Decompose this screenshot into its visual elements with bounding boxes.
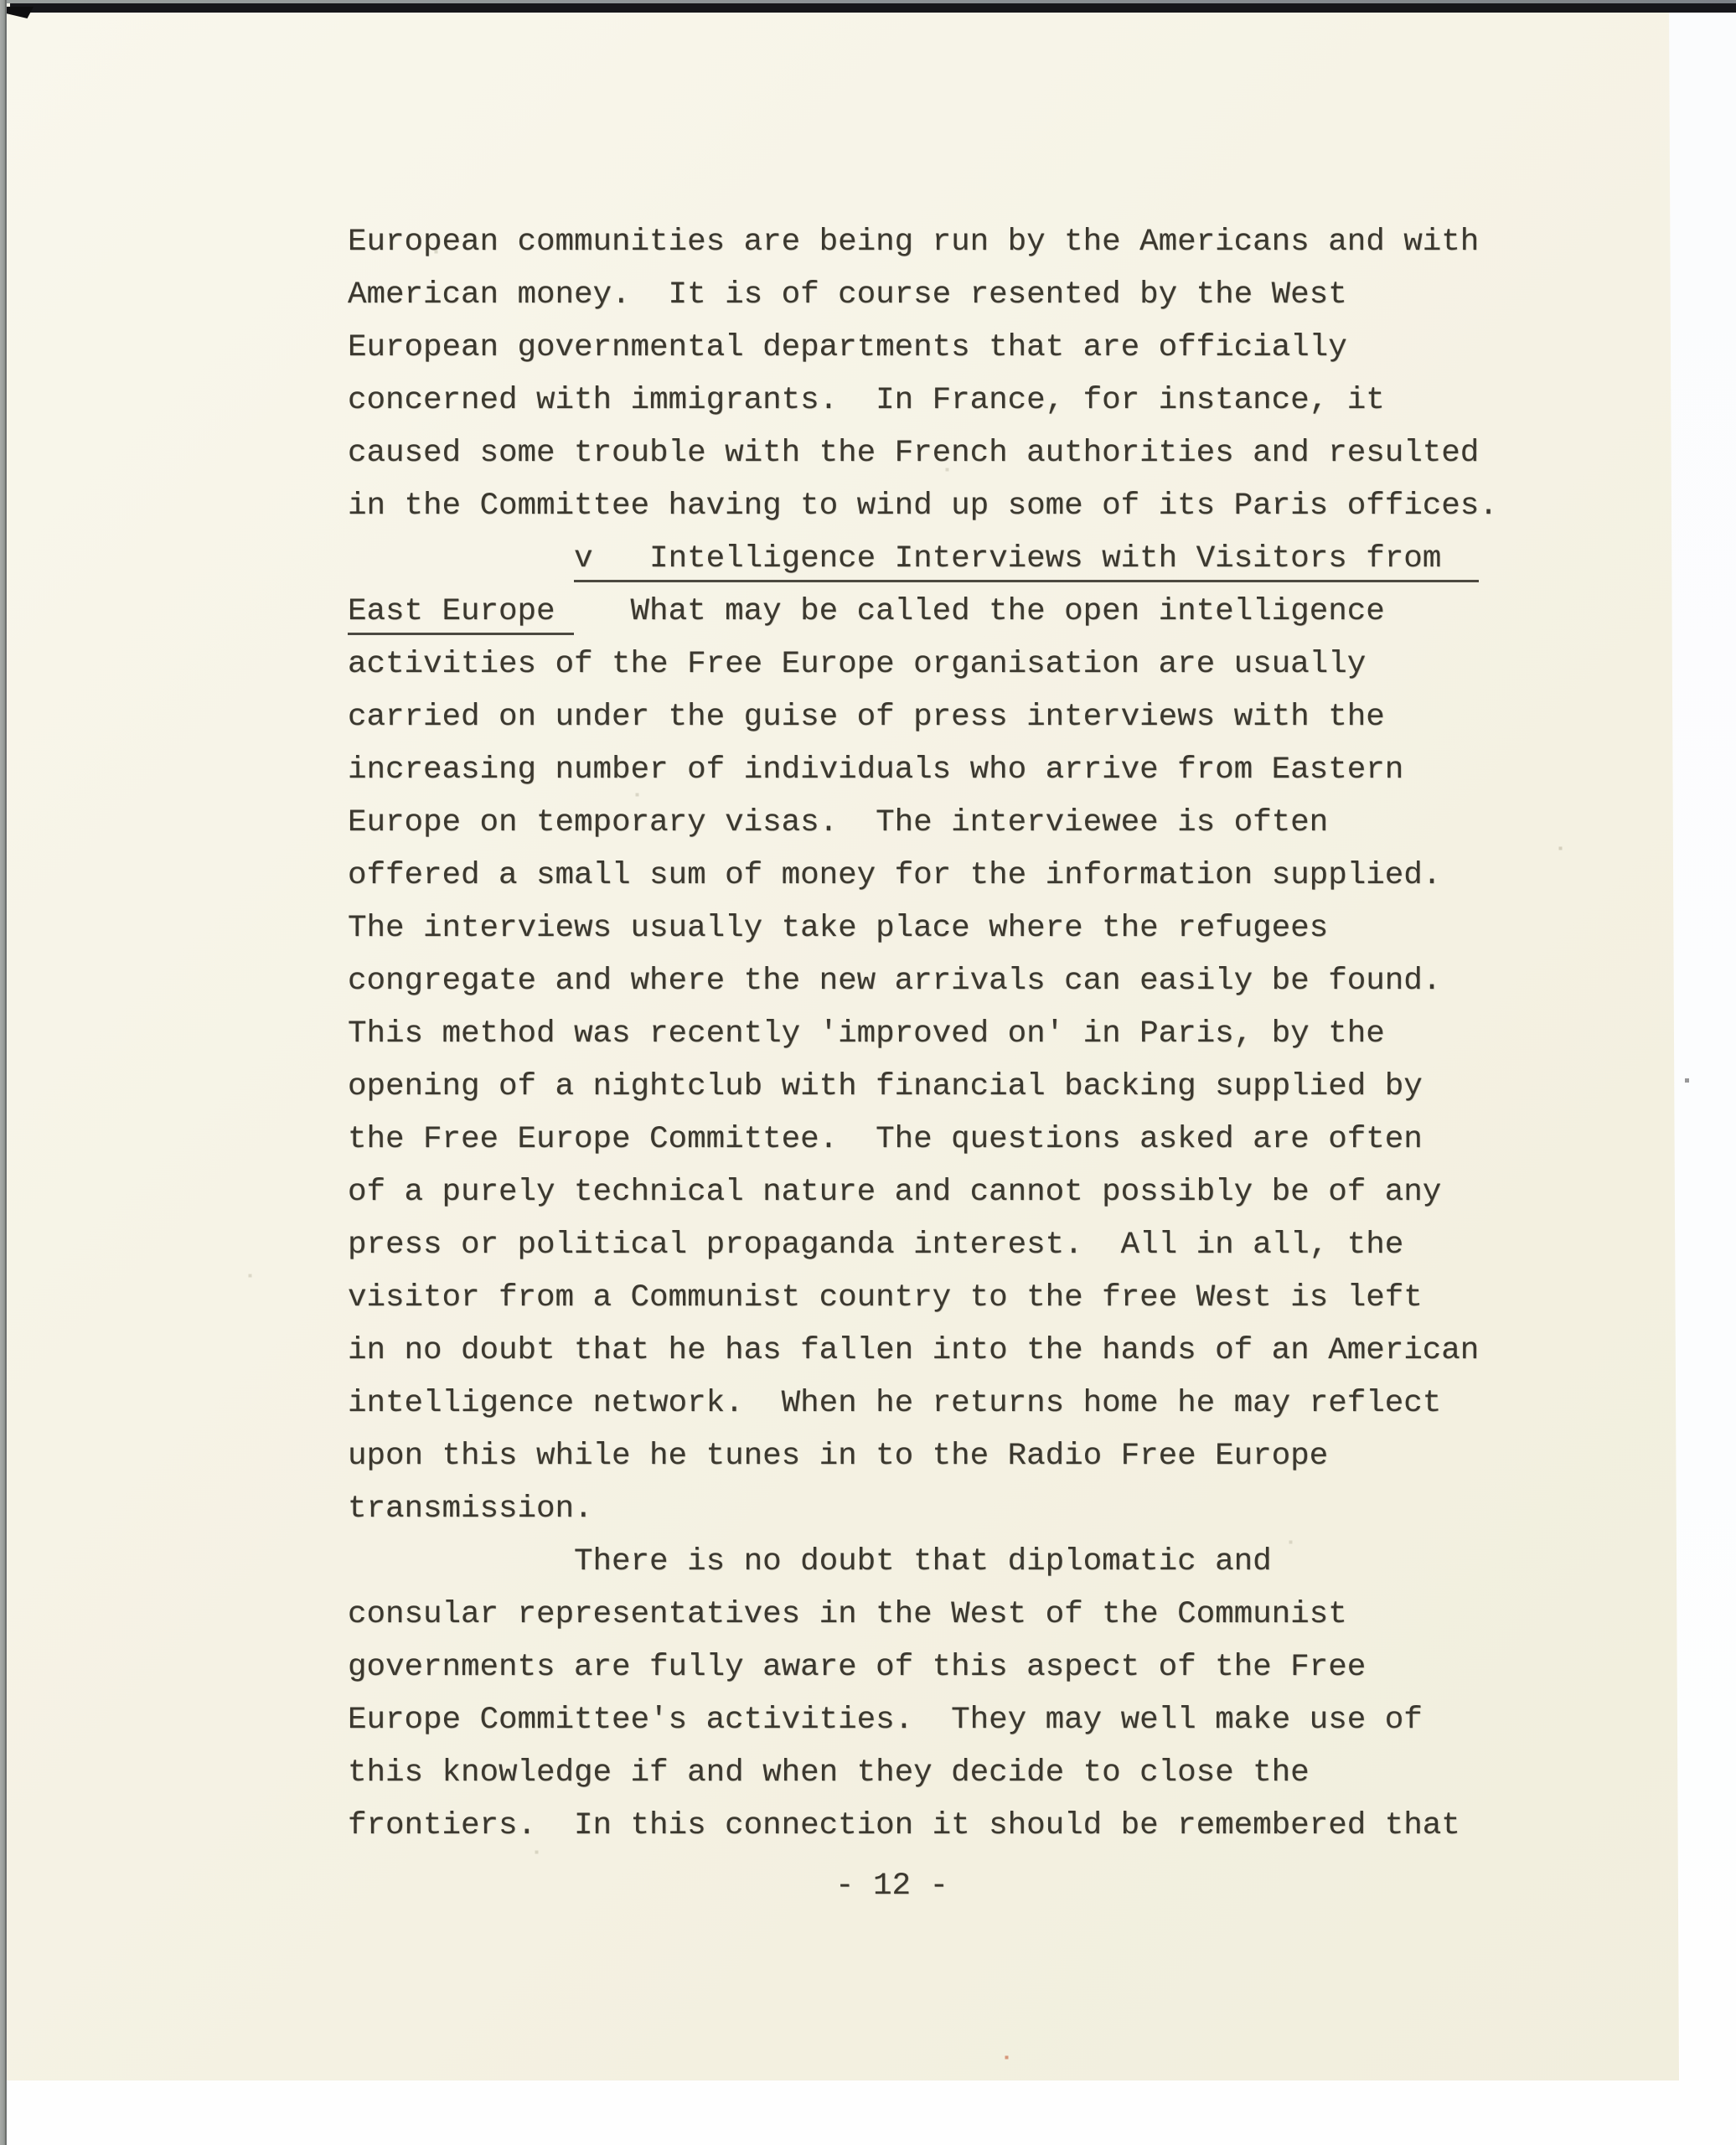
text-run: press or political propaganda interest. All in all, the: [348, 1228, 1404, 1263]
text-run: intelligence network. When he returns home he may reflect: [348, 1386, 1442, 1421]
text-line: [348, 1536, 1498, 1589]
text-line: [348, 1008, 1498, 1061]
text-line: [348, 1166, 1498, 1219]
text-line: [348, 269, 1498, 322]
text-run: European governmental departments that are officially: [348, 330, 1347, 365]
text-run: carried on under the guise of press interviews with the: [348, 700, 1385, 735]
text-line: [348, 586, 1498, 638]
page-number: - 12 -: [835, 1868, 949, 1904]
text-line: [348, 1800, 1498, 1853]
text-run: this knowledge if and when they decide to close the: [348, 1755, 1310, 1791]
heading-underlined-text: East Europe: [348, 594, 574, 635]
text-run: activities of the Free Europe organisation are usually: [348, 647, 1367, 682]
text-run: visitor from a Communist country to the free West is left: [348, 1280, 1423, 1315]
text-run: governments are fully aware of this aspect of the Free: [348, 1650, 1367, 1685]
text-line: [348, 797, 1498, 850]
text-run: frontiers. In this connection it should be remembered that: [348, 1808, 1460, 1843]
text-line: [348, 375, 1498, 427]
text-run: opening of a nightclub with financial backing supplied by: [348, 1069, 1423, 1104]
heading-underlined-text: v Intelligence Interviews with Visitors from: [574, 541, 1479, 582]
paper-specks: [0, 0, 1, 1]
document-text: [348, 216, 1498, 1853]
text-line: [348, 744, 1498, 797]
scan-top-band: [10, 3, 1736, 13]
text-line: [348, 1377, 1498, 1430]
text-run: of a purely technical nature and cannot possibly be of any: [348, 1175, 1442, 1210]
text-run: in the Committee having to wind up some of its Paris offices.: [348, 488, 1498, 524]
text-line: [348, 1589, 1498, 1641]
text-line: [348, 1747, 1498, 1800]
text-line: [348, 533, 1498, 586]
text-run: upon this while he tunes in to the Radio Free Europe: [348, 1439, 1329, 1474]
text-line: [348, 427, 1498, 480]
text-run: What may be called the open intelligence: [574, 594, 1385, 629]
text-run: increasing number of individuals who arrive from Eastern: [348, 752, 1404, 788]
text-run: There is no doubt that diplomatic and: [348, 1544, 1272, 1579]
text-run: This method was recently 'improved on' in Paris, by the: [348, 1016, 1385, 1052]
text-run: European communities are being run by the Americans and with: [348, 225, 1480, 260]
text-run: in no doubt that he has fallen into the hands of an American: [348, 1333, 1480, 1368]
text-line: [348, 638, 1498, 691]
text-line: [348, 902, 1498, 955]
text-line: [348, 216, 1498, 269]
text-line: [348, 1061, 1498, 1114]
text-run: consular representatives in the West of the Communist: [348, 1597, 1347, 1632]
text-line: [348, 850, 1498, 902]
text-line: [348, 1694, 1498, 1747]
text-run: congregate and where the new arrivals can easily be found.: [348, 964, 1442, 999]
text-run: concerned with immigrants. In France, for instance, it: [348, 383, 1385, 418]
text-line: [348, 1483, 1498, 1536]
text-line: [348, 955, 1498, 1008]
text-run: offered a small sum of money for the information supplied.: [348, 858, 1442, 893]
text-run: American money. It is of course resented by the West: [348, 277, 1347, 313]
text-line: [348, 480, 1498, 533]
text-run: Europe Committee's activities. They may well make use of: [348, 1703, 1423, 1738]
text-run: The interviews usually take place where the refugees: [348, 911, 1329, 946]
text-line: [348, 1219, 1498, 1272]
text-line: [348, 1430, 1498, 1483]
text-line: [348, 1114, 1498, 1166]
text-run: caused some trouble with the French authorities and resulted: [348, 436, 1480, 471]
text-line: [348, 1641, 1498, 1694]
text-run: transmission.: [348, 1491, 593, 1527]
text-run: the Free Europe Committee. The questions asked are often: [348, 1122, 1423, 1157]
text-run: Europe on temporary visas. The interviewee is often: [348, 805, 1329, 840]
text-line: [348, 1325, 1498, 1377]
text-run: [348, 541, 574, 576]
text-line: [348, 691, 1498, 744]
text-line: [348, 1272, 1498, 1325]
text-line: [348, 322, 1498, 375]
scan-left-strip: [0, 0, 7, 2145]
